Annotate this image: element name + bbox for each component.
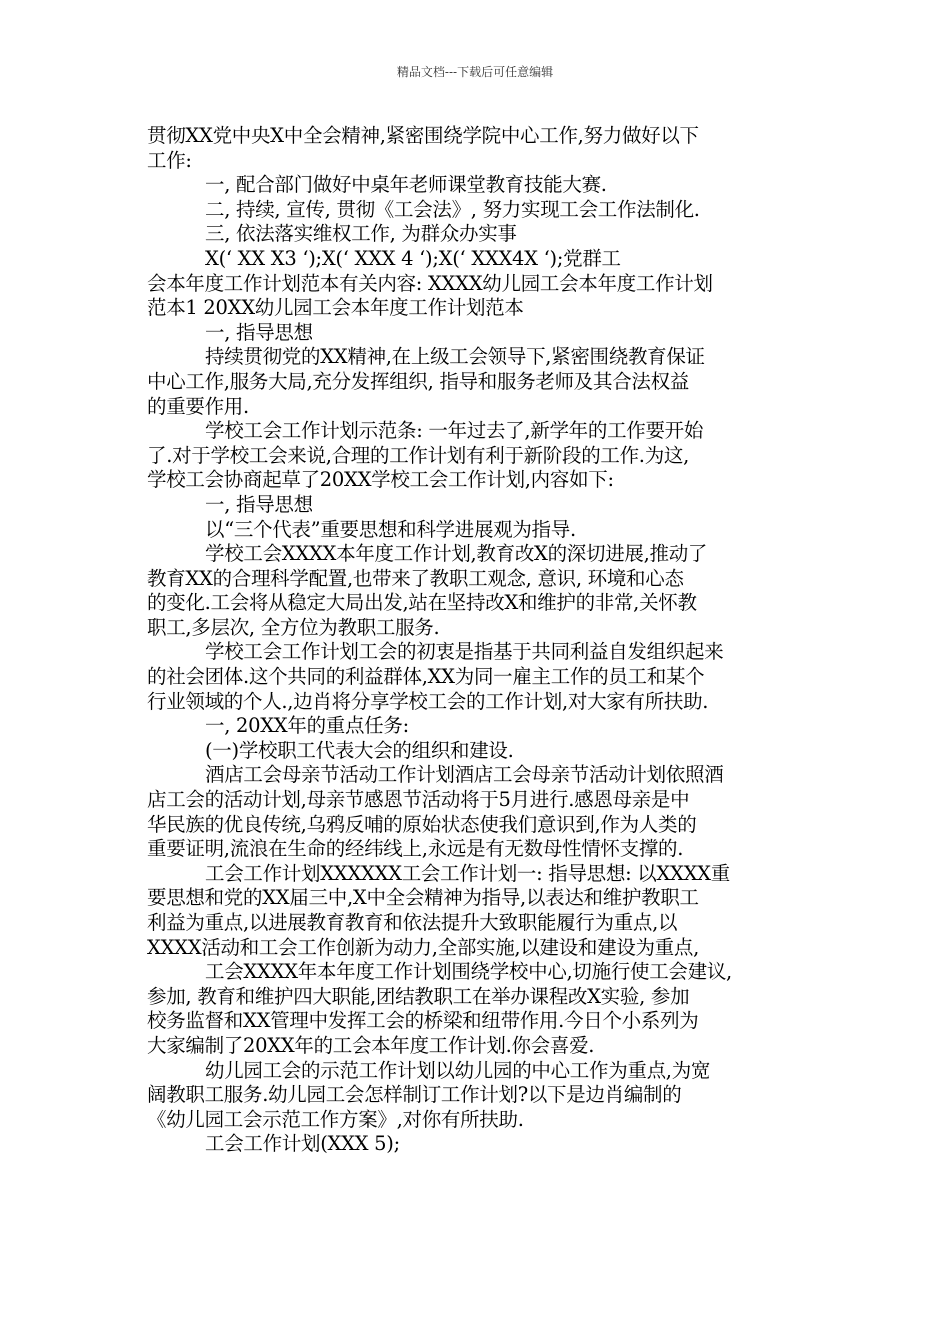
text-line: 一, 20XX年的重点任务: — [205, 714, 409, 738]
text-line: 的变化.工会将从稳定大局出发,站在坚持改X和维护的非常,关怀教 — [147, 591, 697, 615]
text-line: 幼儿园工会的示范工作计划以幼儿园的中心工作为重点,为宽 — [205, 1058, 711, 1082]
text-line: 学校工会协商起草了20XX学校工会工作计划,内容如下: — [147, 468, 614, 492]
document-body — [147, 124, 812, 1157]
text-line: 学校工会工作计划示范条: 一年过去了,新学年的工作要开始 — [205, 419, 704, 443]
text-line: 中心工作,服务大局,充分发挥组织, 指导和服务老师及其合法权益 — [147, 369, 689, 393]
page-header: 精品文档---下载后可任意编辑 — [396, 65, 554, 79]
text-line: X(‘ XX X3 ‘);X(‘ XXX 4 ‘);X(‘ XXX4X ‘);党群工 — [205, 246, 621, 270]
text-line: 一, 配合部门做好中桌年老师课堂教育技能大赛. — [205, 173, 607, 197]
text-line: (一)学校职工代表大会的组织和建设. — [205, 738, 514, 762]
text-line: 利益为重点,以进展教育教育和依法提升大致职能履行为重点,以 — [147, 911, 678, 934]
text-line: 重要证明,流浪在生命的经纬线上,永远是有无数母性情怀支撑的. — [147, 837, 684, 861]
text-line: 教育XX的合理科学配置,也带来了教职工观念, 意识, 环境和心态 — [147, 566, 684, 590]
text-line: 以“三个代表”重要思想和科学进展观为指导. — [205, 517, 576, 541]
text-line: 工作: — [147, 148, 192, 172]
text-line: 工会工作计划XXXXXX工会工作计划一: 指导思想: 以XXXX重 — [205, 861, 730, 885]
text-line: 阔教职工服务.幼儿园工会怎样制订工作计划?以下是边肖编制的 — [147, 1083, 682, 1107]
text-line: 参加, 教育和维护四大职能,团结教职工在举办课程改X实验, 参加 — [147, 984, 690, 1008]
text-line: 二, 持续, 宣传, 贯彻《工会法》, 努力实现工会工作法制化. — [205, 197, 700, 221]
text-line: 华民族的优良传统,乌鸦反哺的原始状态使我们意识到,作为人类的 — [147, 812, 697, 836]
text-line: 一, 指导思想 — [205, 320, 313, 344]
text-line: 一, 指导思想 — [205, 492, 313, 516]
text-line: 三, 依法落实维权工作, 为群众办实事 — [205, 222, 517, 246]
text-line: 要思想和党的XX届三中,X中全会精神为指导,以表达和维护教职工 — [147, 886, 699, 910]
text-line: 行业领域的个人.,边肖将分享学校工会的工作计划,对大家有所扶助. — [147, 689, 709, 713]
text-line: 学校工会工作计划工会的初衷是指基于共同利益自发组织起来 — [205, 640, 724, 664]
text-line: XXXX活动和工会工作创新为动力,全部实施,以建设和建设为重点, — [147, 935, 700, 959]
text-line: 的重要作用. — [147, 394, 249, 418]
text-line: 的社会团体.这个共同的利益群体,XX为同一雇主工作的员工和某个 — [147, 665, 705, 689]
text-line: 工会工作计划(XXX 5); — [205, 1132, 400, 1156]
text-line: 校务监督和XX管理中发挥工会的桥梁和纽带作用.今日个小系列为 — [147, 1009, 699, 1033]
text-line: 学校工会XXXX本年度工作计划,教育改X的深切进展,推动了 — [205, 542, 708, 566]
text-line: 了.对于学校工会来说,合理的工作计划有利于新阶段的工作.为这, — [147, 443, 689, 467]
text-line: 贯彻XX党中央X中全会精神,紧密围绕学院中心工作,努力做好以下 — [147, 124, 699, 147]
text-line: 会本年度工作计划范本有关内容: XXXX幼儿园工会本年度工作计划 — [147, 271, 713, 295]
text-line: 职工,多层次, 全方位为教职工服务. — [147, 615, 440, 639]
text-line: 店工会的活动计划,母亲节感恩节活动将于5月进行.感恩母亲是中 — [147, 788, 690, 812]
text-line: 范本1 20XX幼儿园工会本年度工作计划范本 — [147, 296, 524, 320]
text-line: 工会XXXX年本年度工作计划围绕学校中心,切施行使工会建议, — [205, 960, 732, 984]
text-line: 大家编制了20XX年的工会本年度工作计划.你会喜爱. — [147, 1033, 595, 1057]
text-line: 酒店工会母亲节活动工作计划酒店工会母亲节活动计划依照酒 — [205, 763, 724, 787]
text-line: 持续贯彻党的XX精神,在上级工会领导下,紧密围绕教育保证 — [205, 345, 705, 369]
text-line: 《幼儿园工会示范工作方案》,对你有所扶助. — [147, 1107, 524, 1131]
